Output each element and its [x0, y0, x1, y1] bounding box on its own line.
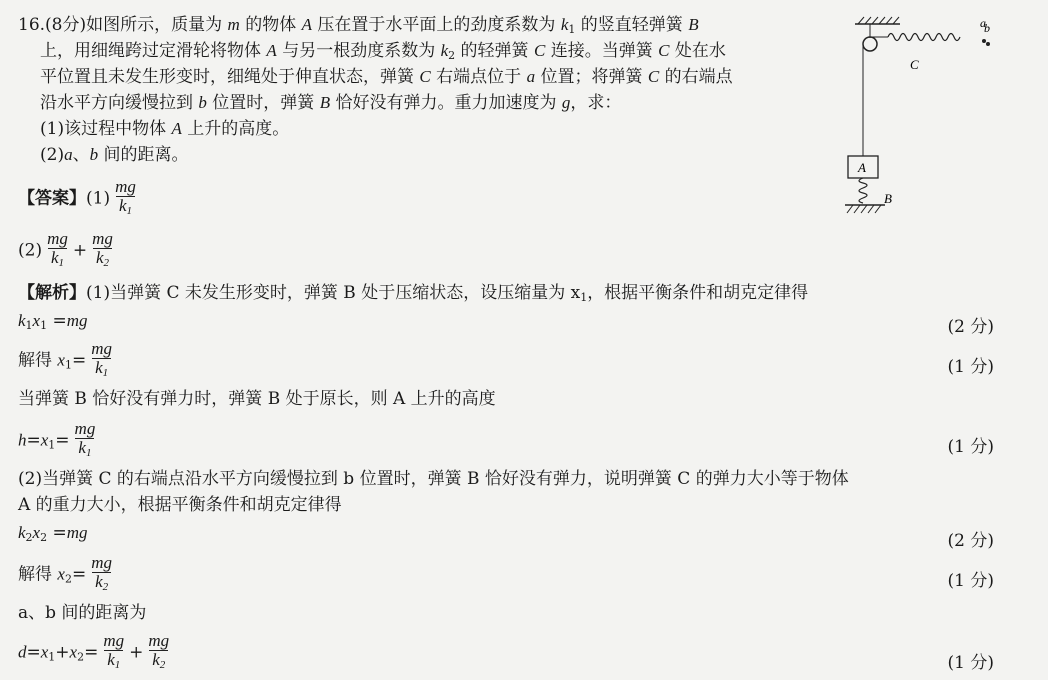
- sub-question-2: (2)a、b 间的距离。: [40, 145, 189, 165]
- analysis-eq-6: $d=x_1+x_2=$ $\frac{mg}{k_1}$ + $\frac{mg}{k_2}$: [18, 632, 174, 674]
- spring-b-icon: [859, 178, 867, 203]
- analysis-eq-4: $k_2x_2 =mg$: [18, 523, 88, 544]
- point-b-marker: [980, 20, 1010, 60]
- answer-line-2: (2) $\frac{mg}{k_1}$ + $\frac{mg}{k_2}$: [18, 230, 118, 272]
- analysis-line-9: a、b 间的距离为: [18, 603, 147, 623]
- analysis-line-5: (2)当弹簧 C 的右端点沿水平方向缓慢拉到 b 位置时，弹簧 B 恰好没有弹力，说明弹簧 C 的弹力大小等于物体: [18, 469, 849, 489]
- analysis-eq-1: $k_1x_1 =mg$: [18, 311, 88, 332]
- svg-text:b: b: [984, 21, 990, 35]
- analysis-line-1: 【解析】(1)当弹簧 C 未发生形变时，弹簧 B 处于压缩状态，设压缩量为 $x_1$，根据平衡条件和胡克定律得: [18, 283, 809, 304]
- score-1: (2 分): [947, 317, 994, 337]
- score-6: (1 分): [947, 653, 994, 673]
- svg-text:C: C: [910, 57, 919, 72]
- analysis-eq-2: 解得 $x_1=$ $\frac{mg}{k_1}$: [18, 340, 117, 382]
- analysis-line-6: A 的重力大小，根据平衡条件和胡克定律得: [18, 495, 342, 515]
- analysis-eq-5: 解得 $x_2=$ $\frac{mg}{k_2}$: [18, 554, 117, 596]
- svg-text:B: B: [884, 191, 892, 206]
- sub-question-1: (1)该过程中物体 A 上升的高度。: [40, 119, 290, 139]
- svg-text:a: a: [980, 16, 986, 30]
- svg-text:A: A: [858, 160, 866, 175]
- analysis-line-3: 当弹簧 B 恰好没有弹力时，弹簧 B 处于原长，则 A 上升的高度: [18, 389, 496, 409]
- score-2: (1 分): [947, 357, 994, 377]
- question-line-4: 沿水平方向缓慢拉到 b 位置时，弹簧 B 恰好没有弹力。重力加速度为 g，求：: [40, 93, 622, 113]
- spring-c-icon: [888, 34, 960, 41]
- question-line-3: 平位置且未发生形变时，细绳处于伸直状态，弹簧 C 右端点位于 a 位置；将弹簧 C 的右端点: [40, 67, 733, 87]
- question-line-1: 16.(8分)如图所示，质量为 m 的物体 A 压在置于水平面上的劲度系数为 $k_1$ 的竖直轻弹簧 B: [18, 15, 699, 36]
- question-line-2: 上，用细绳跨过定滑轮将物体 A 与另一根劲度系数为 $k_2$ 的轻弹簧 C 连接。当弹簧 C 处在水: [40, 41, 726, 62]
- score-4: (2 分): [947, 531, 994, 551]
- answer-line-1: 【答案】(1) $\frac{mg}{k_1}$: [18, 178, 141, 220]
- analysis-eq-3: $h=x_1=$ $\frac{mg}{k_1}$: [18, 420, 100, 462]
- pulley-icon: [863, 37, 877, 51]
- score-5: (1 分): [947, 571, 994, 591]
- score-3: (1 分): [947, 437, 994, 457]
